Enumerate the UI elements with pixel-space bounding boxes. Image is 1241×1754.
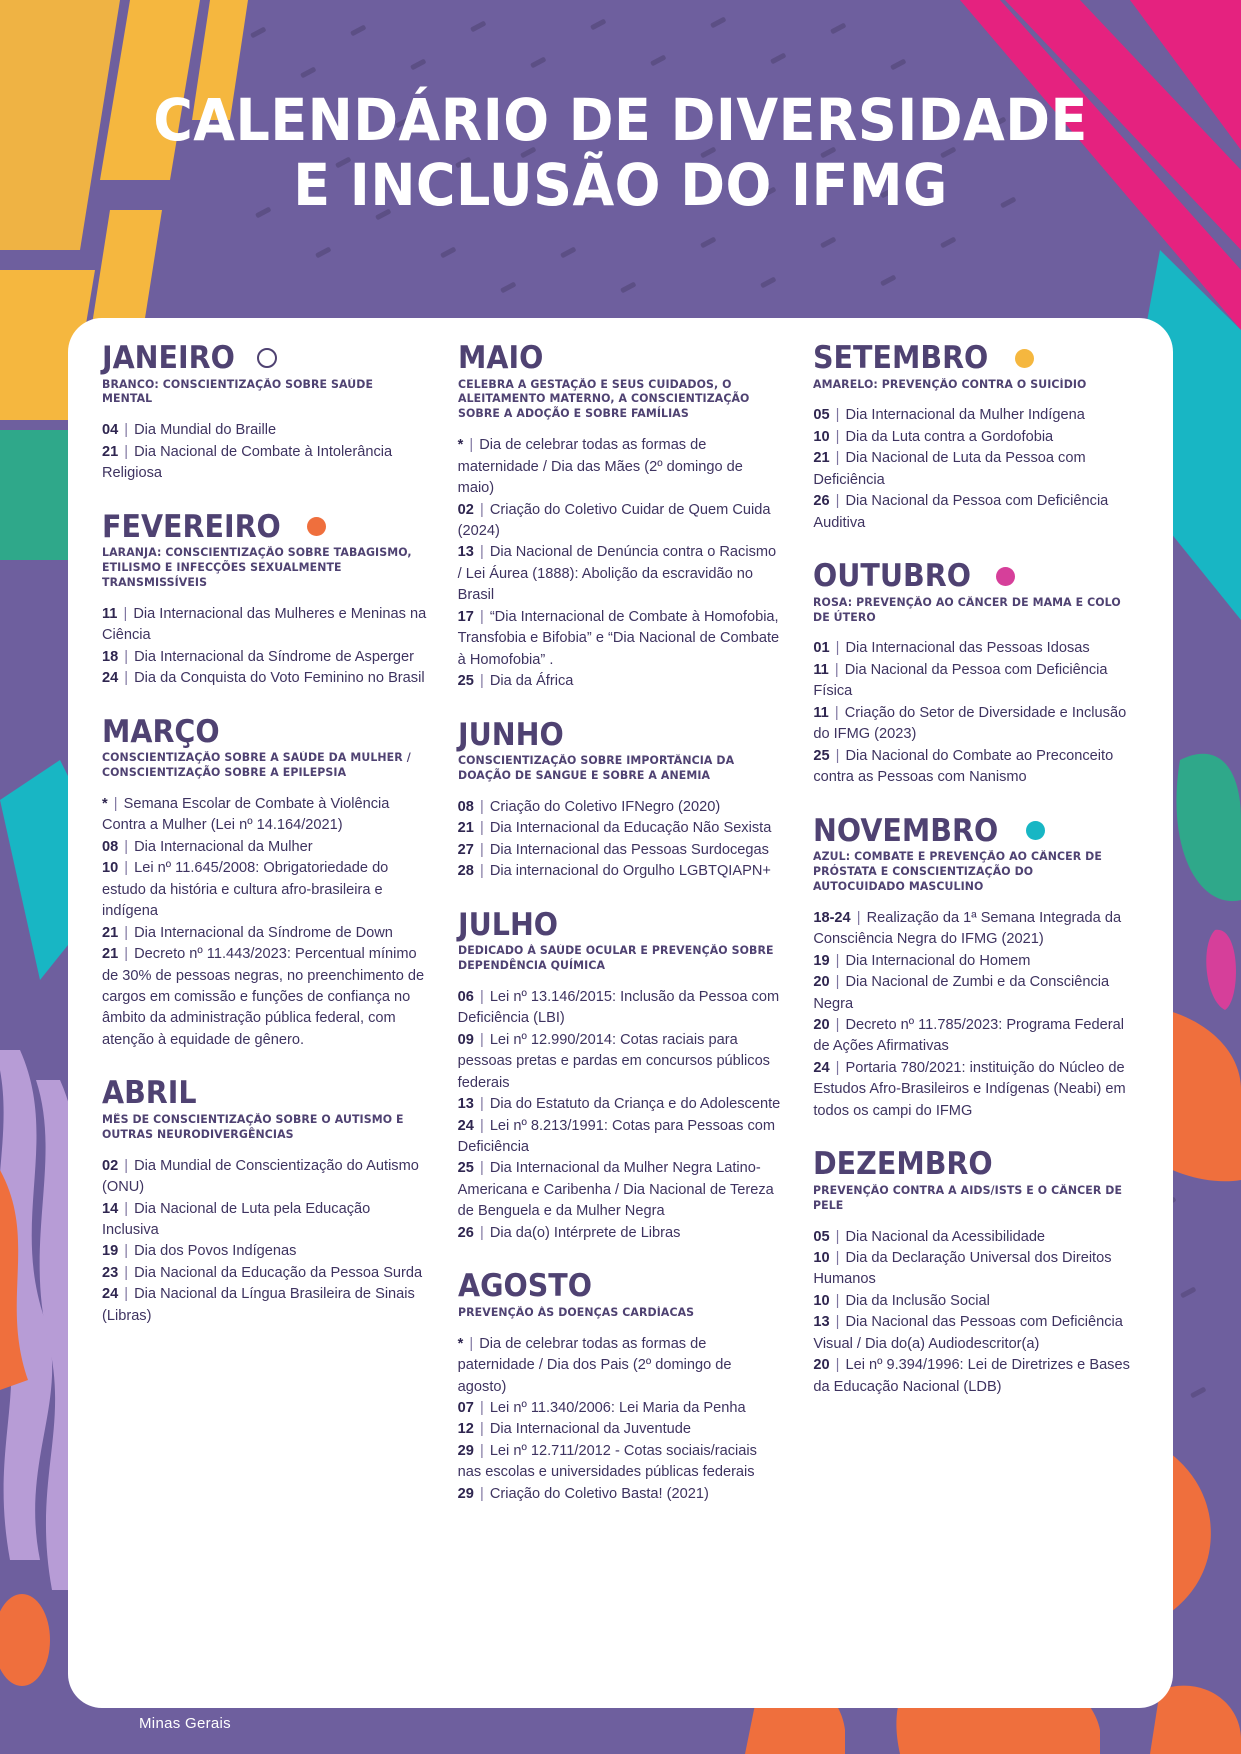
event-item [102,944,428,1051]
event-day: 17 [457,608,474,625]
event-day: 11 [813,704,829,721]
title-line-2: E INCLUSÃO DO IFMG [293,150,948,219]
event-text: Dia de celebrar todas as formas de paternidade / Dia dos Pais (2º domingo de agosto) [457,1335,732,1395]
month-events [458,987,784,1244]
month-name: JANEIRO [102,340,235,376]
event-separator: | [831,493,844,510]
event-text: Dia Nacional da Pessoa com Deficiência Auditiva [813,493,1109,531]
month-name: FEVEREIRO [102,508,281,545]
event-day: 10 [813,1292,830,1309]
month-block-agosto [458,1270,784,1505]
event-item [813,1058,1139,1122]
event-separator: | [831,747,844,764]
event-item [813,746,1139,789]
event-item [813,908,1139,951]
event-text: Criação do Coletivo Basta! (2021) [489,1485,709,1502]
month-subtitle: BRANCO: CONSCIENTIZAÇÃO SOBRE SAÚDE MENTAL [102,377,374,406]
month-color-dot-icon [307,517,326,536]
month-subtitle: LARANJA: CONSCIENTIZAÇÃO SOBRE TABAGISMO, ETILISMO E INFECÇÕES SEXUALMENTE TRANSMISSÍVEIS [102,546,412,590]
event-separator: | [120,1200,133,1217]
event-text: Lei nº 12.711/2012 - Cotas sociais/raciais nas escolas e universidades públicas federais [457,1442,757,1481]
logo-name-line-1: INSTITUTO [116,1665,254,1691]
event-item [458,1441,784,1484]
month-header [458,1270,784,1303]
event-separator: | [831,450,844,467]
event-separator: | [120,670,133,687]
event-separator: | [831,1314,844,1331]
month-block-novembro [813,812,1139,1123]
event-item [458,1419,784,1440]
event-item [102,858,428,922]
event-text: Dia Mundial de Conscientização do Autismo (ONU) [102,1157,419,1196]
logo-name-line-2: FEDERAL [127,1687,243,1713]
event-item [813,638,1139,659]
event-text: Lei nº 11.645/2008: Obrigatoriedade do estudo da história e cultura afro-brasileira e indígena [102,860,389,920]
event-day: 20 [813,974,830,991]
event-text: Dia Nacional de Combate à Intolerância Religiosa [102,443,393,482]
event-text: Lei nº 9.394/1996: Lei de Diretrizes e Bases da Educação Nacional (LDB) [813,1357,1130,1395]
event-item [102,647,428,668]
event-separator: | [120,1157,133,1174]
event-text: Dia Mundial do Braille [134,422,277,439]
month-subtitle: AZUL: COMBATE E PREVENÇÃO AO CÂNCER DE PRÓSTATA E CONSCIENTIZAÇÃO DO AUTOCUIDADO MASCULINO [813,850,1103,893]
event-item [813,972,1139,1015]
event-text: Criação do Coletivo Cuidar de Quem Cuida (2024) [457,501,771,540]
month-events [102,420,428,484]
event-item [102,1199,428,1242]
event-separator: | [120,924,133,941]
event-text: Dia Internacional da Mulher Indígena [845,407,1085,424]
event-day: 05 [813,1228,830,1245]
event-separator: | [120,1286,133,1303]
event-text: Dia da África [489,673,574,690]
event-item [458,435,784,499]
event-text: Decreto nº 11.443/2023: Percentual mínimo de 30% de pessoas negras, no preenchimento de cargos em comissão e funções de confiança no âmbito da administração pública federal, com atenção à equidade de gênero. [102,946,425,1048]
event-item [458,542,784,606]
event-separator: | [120,860,133,877]
event-separator: | [475,1096,488,1113]
event-separator: | [475,841,488,858]
event-text: “Dia Internacional de Combate à Homofobia, Transfobia e Bifobia” e “Dia Nacional de Combate à Homofobia” . [457,608,780,668]
event-day: 09 [457,1031,474,1048]
month-block-julho [457,906,784,1245]
event-separator: | [831,974,844,991]
event-separator: | [475,544,488,561]
event-day: 24 [813,1059,830,1076]
event-separator: | [120,838,133,855]
month-header [102,342,428,375]
event-item [813,1227,1139,1248]
event-item [458,607,784,671]
event-separator: | [120,946,133,963]
event-separator: | [475,820,488,837]
event-text: Dia da Conquista do Voto Feminino no Brasil [134,670,425,687]
event-day: 19 [102,1243,119,1260]
month-block-maio [458,342,784,693]
event-day: * [457,1335,464,1352]
event-text: Decreto nº 11.785/2023: Programa Federal de Ações Afirmativas [813,1016,1124,1055]
event-day: 18 [102,648,119,665]
month-events [102,604,428,690]
month-events [813,638,1139,788]
event-item [458,861,784,882]
event-day: 10 [813,1249,830,1266]
event-day: 13 [457,544,474,561]
event-text: Dia de celebrar todas as formas de maternidade / Dia das Mães (2º domingo de maio) [457,437,743,497]
event-day: 01 [813,640,830,657]
title-line-1: CALENDÁRIO DE DIVERSIDADE [153,86,1088,154]
event-separator: | [475,1031,488,1048]
event-text: Dia Nacional de Luta pela Educação Inclusiva [102,1200,371,1238]
event-item [458,1334,784,1398]
event-item [102,837,428,858]
event-text: Dia Nacional de Luta da Pessoa com Deficiência [813,450,1086,488]
month-block-setembro [813,342,1139,534]
event-day: 25 [813,747,830,764]
event-day: 10 [102,860,119,877]
month-events [458,797,784,883]
event-item [458,1158,784,1222]
month-header [102,1077,428,1110]
month-name: OUTUBRO [813,558,972,595]
event-item [102,420,428,441]
event-separator: | [831,1228,844,1245]
event-separator: | [120,443,133,460]
event-day: 02 [457,501,474,518]
event-day: 26 [457,1224,474,1241]
event-item [102,1263,428,1284]
event-text: Dia Internacional da Mulher [134,838,313,855]
month-name: DEZEMBRO [813,1146,993,1183]
event-text: Dia Internacional da Mulher Negra Latino-Americana e Caribenha / Dia Nacional de Tereza de Benguela e da Mulher Negra [457,1160,774,1220]
month-header [457,716,784,753]
month-name: MAIO [457,340,543,376]
event-separator: | [831,1292,844,1309]
month-header [813,1148,1139,1181]
event-text: Dia Internacional das Mulheres e Meninas na Ciência [102,605,427,644]
event-text: Dia da Declaração Universal dos Direitos Humanos [813,1249,1112,1288]
event-separator: | [120,1243,133,1260]
event-separator: | [475,1117,488,1134]
event-text: Dia Internacional do Homem [845,952,1031,969]
event-separator: | [831,640,844,657]
event-separator: | [465,1335,478,1352]
calendar-card [68,318,1173,1708]
event-day: 13 [457,1096,474,1113]
event-text: Lei nº 12.990/2014: Cotas raciais para pessoas pretas e pardas em concursos públicos federais [457,1031,770,1091]
event-text: Dia Nacional do Combate ao Preconceito contra as Pessoas com Nanismo [813,747,1114,786]
event-day: 06 [457,988,474,1005]
event-item [458,797,784,818]
event-item [102,1284,428,1327]
event-day: 08 [457,798,474,815]
event-item [458,500,784,543]
month-name: SETEMBRO [813,340,989,376]
event-separator: | [831,952,844,969]
calendar-column [813,342,1139,1698]
event-text: Dia Nacional da Língua Brasileira de Sinais (Libras) [102,1286,415,1324]
event-separator: | [475,501,488,518]
event-item [458,1030,784,1094]
event-item [102,442,428,485]
event-separator: | [119,605,132,622]
event-separator: | [465,437,478,454]
event-item [458,1116,784,1159]
event-item [813,660,1139,703]
month-events [102,1156,428,1328]
event-item [813,1355,1139,1398]
event-day: 07 [457,1400,474,1416]
event-day: 24 [457,1117,474,1134]
month-events [813,908,1139,1122]
event-separator: | [120,1264,133,1281]
month-events [102,794,428,1051]
month-events [813,1227,1139,1399]
event-separator: | [852,909,865,926]
month-subtitle: CONSCIENTIZAÇÃO SOBRE A SAÚDE DA MULHER / CONSCIENTIZAÇÃO SOBRE A EPILEPSIA [102,751,411,780]
event-text: Dia do Estatuto da Criança e do Adolescente [489,1096,781,1113]
event-day: 20 [813,1357,830,1374]
event-separator: | [475,798,488,815]
month-events [813,405,1139,534]
event-separator: | [831,1357,844,1374]
event-day: 21 [102,946,119,963]
month-header [813,812,1139,849]
event-item [458,840,784,861]
event-separator: | [475,1442,488,1459]
event-separator: | [120,648,133,665]
event-item [102,1241,428,1262]
month-subtitle: DEDICADO À SAÚDE OCULAR E PREVENÇÃO SOBRE DEPENDÊNCIA QUÍMICA [457,944,774,973]
event-day: 21 [457,820,474,837]
month-name: MARÇO [102,713,220,750]
event-day: 10 [813,428,830,445]
event-item [458,1094,784,1115]
month-header [813,560,1139,593]
event-text: Dia da Luta contra a Gordofobia [845,428,1054,445]
month-name: AGOSTO [457,1268,592,1305]
event-text: Criação do Setor de Diversidade e Inclusão do IFMG (2023) [813,704,1127,743]
event-separator: | [475,673,488,690]
month-name: JULHO [457,906,558,943]
event-day: 11 [813,661,829,678]
event-day: 24 [102,670,119,687]
event-day: 02 [102,1157,119,1174]
event-day: 23 [102,1264,119,1281]
event-text: Dia da Inclusão Social [845,1292,990,1309]
event-item [813,1015,1139,1058]
event-text: Dia Nacional de Zumbi e da Consciência Negra [813,974,1110,1012]
ifmg-logo-mark [149,1581,221,1659]
event-day: 13 [813,1314,830,1331]
event-day: 26 [813,493,830,510]
event-day: 05 [813,407,830,424]
event-item [813,491,1139,534]
event-item [102,794,428,837]
event-text: Dia Internacional das Pessoas Surdocegas [489,841,769,858]
month-block-fevereiro [102,508,428,690]
event-item [458,1398,784,1419]
month-subtitle: CONSCIENTIZAÇÃO SOBRE IMPORTÂNCIA DA DOAÇÃO DE SANGUE E SOBRE A ANEMIA [457,754,734,782]
event-separator: | [120,422,133,439]
month-color-dot-icon [1015,349,1034,368]
event-text: Semana Escolar de Combate à Violência Contra a Mulher (Lei nº 14.164/2021) [102,796,390,834]
month-header [102,713,428,750]
event-item [102,923,428,944]
page-title [0,88,1241,218]
event-separator: | [831,1249,844,1266]
event-text: Lei nº 8.213/1991: Cotas para Pessoas com Deficiência [457,1117,776,1156]
month-block-outubro [813,560,1139,788]
event-day: 25 [457,673,474,690]
month-header [457,906,784,943]
event-text: Dia da(o) Intérprete de Libras [489,1224,681,1241]
month-header [813,342,1139,375]
event-day: 21 [102,443,119,460]
event-item [458,1484,784,1505]
event-text: Dia dos Povos Indígenas [134,1243,297,1260]
month-events [458,1334,784,1506]
event-text: Dia Internacional da Síndrome de Asperger [134,648,415,665]
event-text: Dia Internacional da Educação Não Sexista [489,820,772,837]
event-item [813,1291,1139,1312]
event-separator: | [475,1160,488,1177]
event-item [102,1156,428,1199]
event-separator: | [831,1059,844,1076]
event-day: 14 [102,1200,119,1217]
event-text: Realização da 1ª Semana Integrada da Consciência Negra do IFMG (2021) [813,909,1122,948]
event-item [813,1312,1139,1355]
calendar-column [458,342,784,1698]
event-item [813,427,1139,448]
event-day: 28 [457,863,474,880]
event-item [813,1248,1139,1291]
month-block-março [102,713,428,1052]
event-day: * [102,796,108,813]
event-day: 21 [102,924,119,941]
event-day: 18-24 [813,909,851,926]
event-separator: | [475,1485,488,1502]
month-block-junho [457,716,784,883]
event-text: Lei nº 11.340/2006: Lei Maria da Penha [489,1400,746,1416]
logo-subtitle: Minas Gerais [139,1715,231,1732]
event-item [813,405,1139,426]
event-separator: | [109,796,122,813]
event-separator: | [830,661,843,678]
calendar-columns [102,342,1139,1698]
event-text: Dia internacional do Orgulho LGBTQIAPN+ [489,863,771,880]
event-separator: | [830,704,843,721]
month-color-dot-icon [257,348,277,368]
calendar-column [102,342,428,1698]
event-separator: | [831,407,844,424]
month-subtitle: PREVENÇÃO CONTRA A AIDS/ISTS E O CÂNCER DE PELE [813,1183,1123,1212]
event-day: 12 [457,1421,474,1438]
month-subtitle: PREVENÇÃO ÀS DOENÇAS CARDÍACAS [457,1305,694,1319]
event-text: Portaria 780/2021: instituição do Núcleo de Estudos Afro-Brasileiros e Indígenas (Neabi) em todos os campi do IFMG [813,1059,1126,1119]
month-subtitle: CELEBRA A GESTAÇÃO E SEUS CUIDADOS, O ALEITAMENTO MATERNO, A CONSCIENTIZAÇÃO SOBRE A ADOÇÃO E SOBRE FAMÍLIAS [457,377,750,421]
event-text: Dia Internacional da Juventude [489,1421,692,1438]
event-day: 20 [813,1016,830,1033]
month-header [102,508,428,545]
event-separator: | [475,1400,488,1416]
event-day: 19 [813,952,830,969]
event-separator: | [475,1421,488,1438]
event-text: Dia Internacional das Pessoas Idosas [845,640,1090,657]
event-separator: | [831,428,844,445]
month-block-dezembro [813,1148,1139,1398]
event-day: 27 [457,841,474,858]
event-item [813,448,1139,491]
event-day: 29 [457,1485,474,1502]
month-block-janeiro [102,342,428,485]
event-text: Dia Internacional da Síndrome de Down [134,924,393,941]
event-day: 24 [102,1286,119,1303]
event-day: 04 [102,422,119,439]
event-separator: | [831,1016,844,1033]
event-day: * [457,437,464,454]
month-header [458,342,784,375]
event-item [102,668,428,689]
event-day: 08 [102,838,119,855]
event-text: Dia Nacional da Acessibilidade [845,1228,1046,1245]
event-day: 25 [457,1160,474,1177]
month-subtitle: ROSA: PREVENÇÃO AO CÂNCER DE MAMA E COLO DE ÚTERO [813,595,1122,624]
event-item [458,818,784,839]
event-text: Lei nº 13.146/2015: Inclusão da Pessoa com Deficiência (LBI) [457,988,780,1027]
month-block-abril [102,1077,428,1327]
event-separator: | [475,1224,488,1241]
month-color-dot-icon [996,567,1015,586]
event-item [458,671,784,692]
event-text: Dia Nacional da Educação da Pessoa Surda [134,1264,423,1281]
event-day: 29 [457,1442,474,1459]
month-subtitle: AMARELO: PREVENÇÃO CONTRA O SUICÍDIO [813,377,1087,391]
event-item [458,987,784,1030]
event-item [102,604,428,647]
month-color-dot-icon [1026,821,1045,840]
event-day: 21 [813,450,830,467]
event-text: Dia Nacional das Pessoas com Deficiência Visual / Dia do(a) Audiodescritor(a) [813,1314,1123,1352]
event-separator: | [475,863,488,880]
event-item [458,1223,784,1244]
month-name: ABRIL [102,1075,197,1112]
month-events [458,435,784,692]
event-item [813,951,1139,972]
event-day: 11 [102,605,118,622]
month-name: NOVEMBRO [813,812,999,849]
event-text: Criação do Coletivo IFNegro (2020) [489,798,721,815]
event-text: Dia Nacional da Pessoa com Deficiência Física [813,661,1108,700]
month-name: JUNHO [457,716,564,753]
month-subtitle: MÊS DE CONSCIENTIZAÇÃO SOBRE O AUTISMO E OUTRAS NEURODIVERGÊNCIAS [102,1112,404,1141]
event-separator: | [475,988,488,1005]
event-item [813,703,1139,746]
event-separator: | [475,608,488,625]
event-text: Dia Nacional de Denúncia contra o Racismo / Lei Áurea (1888): Abolição da escravidão no Brasil [457,544,777,604]
ifmg-logo [95,1581,275,1732]
